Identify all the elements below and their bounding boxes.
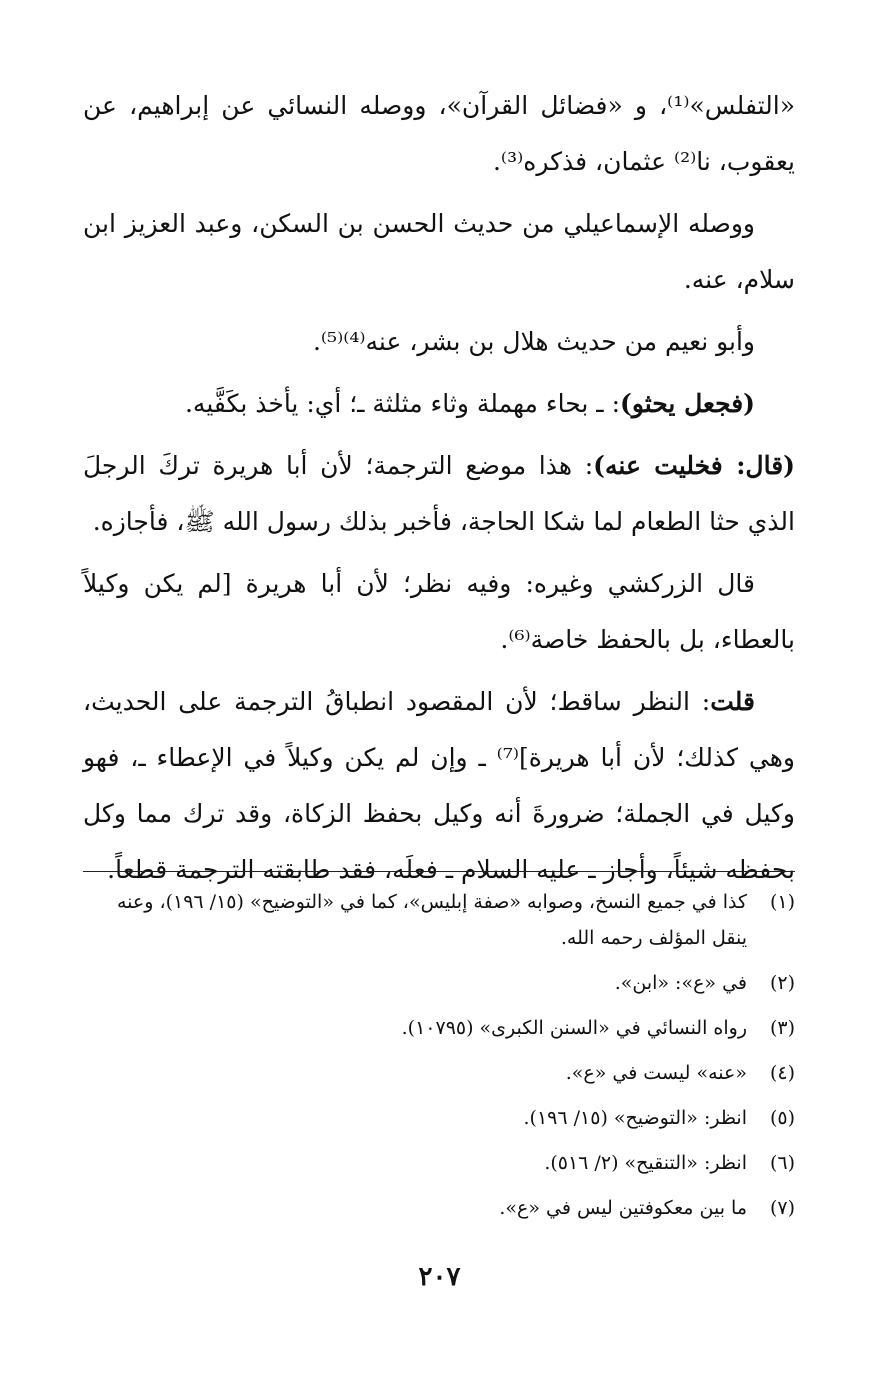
- author-remark-label: قلت: [710, 687, 755, 716]
- paragraph-6: قال الزركشي وغيره: وفيه نظر؛ لأن أبا هريرة [لم يكن وكيلاً بالعطاء، بل بالحفظ خاصة⁽⁶⁾.: [83, 569, 795, 654]
- footnote-3: [83, 1010, 795, 1046]
- footnote-text: كذا في جميع النسخ، وصوابه «صفة إبليس»، كما في «التوضيح» (١٥/ ١٩٦)، وعنه ينقل المؤلف رحمه الله.: [116, 891, 747, 949]
- footnote-number: (١): [769, 891, 795, 913]
- footnote-text: انظر: «التوضيح» (١٥/ ١٩٦).: [523, 1107, 747, 1129]
- footnote-6: [83, 1145, 795, 1181]
- quoted-phrase: (فجعل يحثو): [620, 389, 755, 418]
- footnote-number: (٣): [769, 1017, 795, 1039]
- footnote-7: [83, 1190, 795, 1226]
- footnote-text: ما بين معكوفتين ليس في «ع».: [499, 1197, 747, 1219]
- paragraph-2: ووصله الإسماعيلي من حديث الحسن بن السكن، وعبد العزيز ابن سلام، عنه.: [83, 209, 795, 294]
- page-number: ٢٠٧: [418, 1262, 461, 1292]
- footnote-4: [83, 1055, 795, 1091]
- footnote-text: «عنه» ليست في «ع».: [565, 1062, 747, 1084]
- footnote-number: (٦): [769, 1152, 795, 1174]
- paragraph-3: وأبو نعيم من حديث هلال بن بشر، عنه⁽⁴⁾⁽⁵⁾.: [312, 327, 755, 356]
- paragraph-1: «التفلس»⁽¹⁾، و «فضائل القرآن»، ووصله النسائي عن إبراهيم، عن يعقوب، نا⁽²⁾ عثمان، فذكره⁽³⁾.: [83, 91, 795, 176]
- footnote-5: [83, 1100, 795, 1136]
- footnote-2: [83, 965, 795, 1001]
- commentary-text: : هذا موضع الترجمة؛ لأن أبا هريرة تركَ الرجلَ الذي حثا الطعام لما شكا الحاجة، فأخبر بذلك رسول الله ﷺ، فأجازه.: [83, 451, 795, 536]
- footnote-text: انظر: «التنقيح» (٢/ ٥١٦).: [544, 1152, 747, 1174]
- footnote-divider: [83, 871, 795, 872]
- paragraph-5: [83, 438, 795, 550]
- quoted-phrase: (قال: فخليت عنه): [593, 451, 795, 480]
- paragraph-4: [83, 376, 795, 432]
- footnote-1: [83, 884, 795, 956]
- footnote-number: (٧): [769, 1197, 795, 1219]
- main-text: [83, 78, 795, 904]
- footnotes: [83, 884, 795, 1235]
- commentary-text: : ـ بحاء مهملة وثاء مثلثة ـ؛ أي: يأخذ بكَفَّيه.: [184, 389, 620, 418]
- footnote-number: (٥): [769, 1107, 795, 1129]
- footnote-text: رواه النسائي في «السنن الكبرى» (١٠٧٩٥).: [401, 1017, 747, 1039]
- footnote-text: في «ع»: «ابن».: [614, 972, 747, 994]
- footnote-number: (٤): [769, 1062, 795, 1084]
- commentary-text: : النظر ساقط؛ لأن المقصود انطباقُ الترجمة على الحديث، وهي كذلك؛ لأن أبا هريرة]⁽⁷⁾ ـ وإن لم يكن وكيلاً في الإعطاء ـ، فهو وكيل في الجملة؛ ضرورةَ أنه وكيل بحفظ الزكاة، وقد ترك مما وكل بحفظه شيئاً، وأجاز ـ عليه السلام ـ فعلَه، فقد طابقته الترجمة قطعاً.: [83, 687, 795, 884]
- footnote-number: (٢): [769, 972, 795, 994]
- paragraph-7: [83, 674, 795, 898]
